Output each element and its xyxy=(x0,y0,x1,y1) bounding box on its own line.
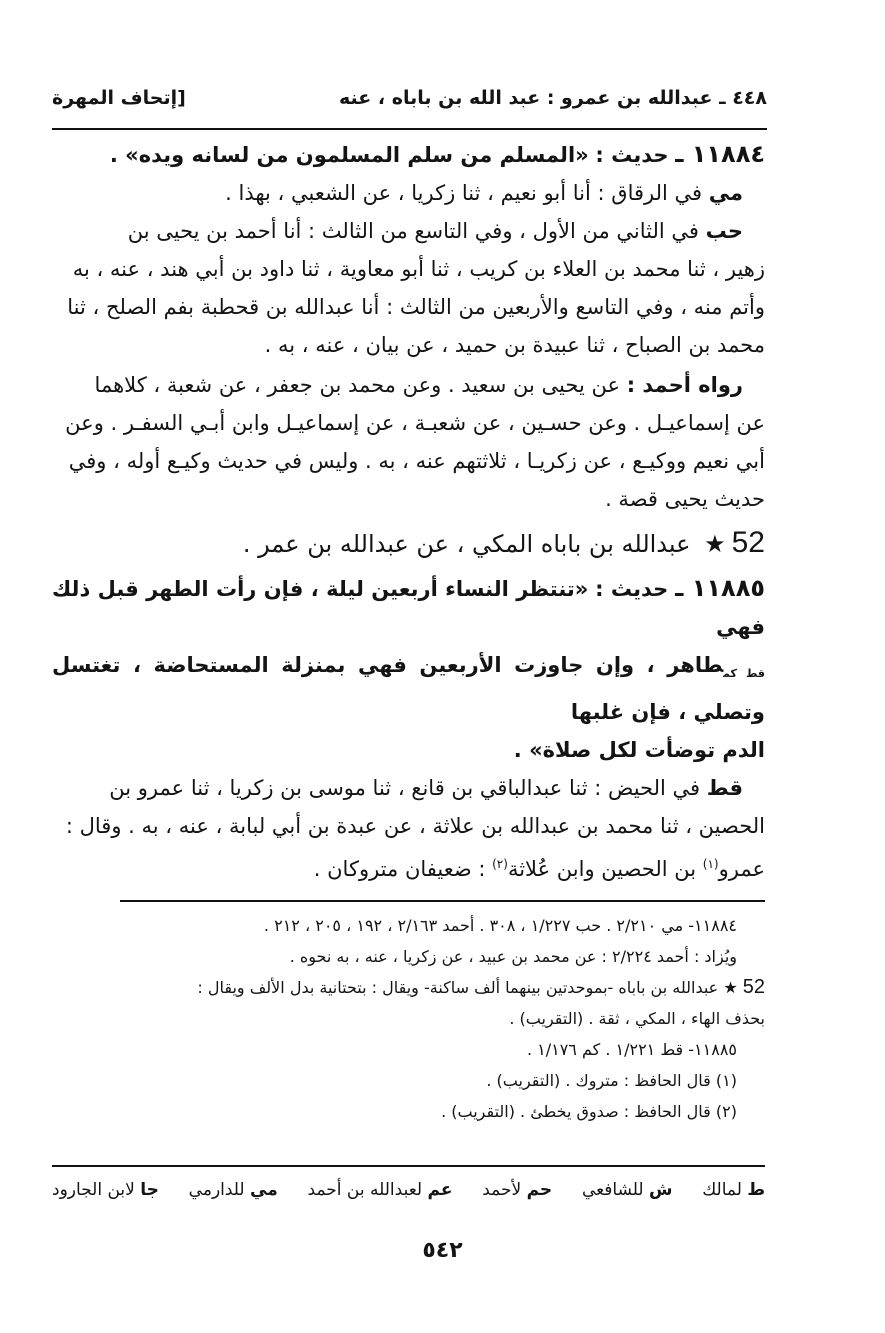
ahmad-narration xyxy=(52,366,765,404)
source-line-last xyxy=(52,845,765,888)
legend-label: لابن الجارود xyxy=(52,1180,135,1200)
legend-item xyxy=(582,1180,673,1200)
footnote-2: (٢) قال الحافظ : صدوق يخطئ . (التقريب) . xyxy=(441,1102,737,1121)
hadith-label: حديث : xyxy=(595,577,669,601)
footnote-11884: ١١٨٨٤- مي ٢/٢١٠ . حب ١/٢٢٧ ، ٣٠٨ . أحمد ٢/١٦٣ ، ١٩٢ ، ٢٠٥ ، ٢١٢ . xyxy=(263,916,737,935)
legend-rule xyxy=(52,1165,765,1167)
source-darimi xyxy=(52,174,765,212)
footnote-ref-1[interactable]: (١) xyxy=(702,857,719,872)
header-rule xyxy=(52,128,767,130)
legend-code: عم xyxy=(427,1180,453,1200)
narration-lead: رواه أحمد : xyxy=(626,373,743,397)
legend-item xyxy=(482,1180,552,1200)
source-line: في الحيض : ثنا عبدالباقي بن قانع ، ثنا موسى بن زكريا ، ثنا عمرو بن xyxy=(109,776,701,801)
hadith-text: طاهر ، وإن جاوزت الأربعين فهي بمنزلة المستحاضة ، تغتسل وتصلي ، فإن غلبها xyxy=(52,653,765,725)
header-book-title: [إتحاف المهرة xyxy=(52,87,186,109)
hadith-text-line: «تنتظر النساء أربعين ليلة ، فإن رأت الطهر قبل ذلك فهي xyxy=(52,577,765,639)
hadith-text-line xyxy=(52,646,765,731)
main-text xyxy=(52,135,765,888)
legend-label: للشافعي xyxy=(581,1180,644,1200)
narration-line: عن إسماعيـل . وعن حسـين ، عن شعبـة ، عن إسماعيـل وابن أبـي السفـر . وعن xyxy=(65,411,765,435)
footnotes xyxy=(58,910,765,1127)
source-ibn-hibban xyxy=(52,212,765,250)
entry-number: 52 xyxy=(731,526,765,559)
source-note: قط كم xyxy=(723,667,765,681)
footnote-ref-2[interactable]: (٢) xyxy=(492,857,508,872)
legend-code: ش xyxy=(649,1180,673,1200)
legend-item xyxy=(308,1180,453,1200)
text-fragment: بن الحصين وابن عُلاثة xyxy=(507,857,703,882)
hadith-text: «المسلم من سلم المسلمون من لسانه ويده» . xyxy=(109,143,589,167)
source-line: محمد بن الصباح ، ثنا عبيدة بن حميد ، عن بيان ، عنه ، به . xyxy=(264,333,765,357)
header-chapter-title: ٤٤٨ ـ عبدالله بن عمرو : عبد الله بن باباه ، عنه xyxy=(339,87,767,109)
legend-item xyxy=(52,1180,159,1200)
source-line: الحصين ، ثنا محمد بن عبدالله بن علاثة ، عن عبدة بن أبي لبابة ، عنه ، به . وقال : xyxy=(65,814,765,839)
source-line: زهير ، ثنا محمد بن العلاء بن كريب ، ثنا أبو معاوية ، ثنا داود بن أبي هند ، عنه ، به xyxy=(72,257,765,281)
hadith-11884 xyxy=(52,135,765,174)
legend-item xyxy=(189,1180,278,1200)
narration-line: حديث يحيى قصة . xyxy=(605,487,765,511)
footnote-52 xyxy=(58,972,765,1003)
legend-code: حم xyxy=(526,1180,553,1200)
source-code: مي xyxy=(708,181,743,205)
source-code: حب xyxy=(705,219,743,243)
legend-label: لعبدالله بن أحمد xyxy=(307,1180,423,1200)
legend-code: ط xyxy=(747,1180,765,1200)
page-number: ٥٤٢ xyxy=(422,1238,463,1263)
hadith-number: ١١٨٨٥ ـ xyxy=(675,574,765,602)
source-line: وأتم منه ، وفي التاسع والأربعين من الثالث : أنا عبدالله بن قحطبة بفم الصلح ، ثنا xyxy=(67,295,765,319)
source-line: في الثاني من الأول ، وفي التاسع من الثالث : أنا أحمد بن يحيى بن xyxy=(127,219,699,243)
source-daraqutni xyxy=(52,769,765,807)
narration-line: أبي نعيم ووكيـع ، عن زكريـا ، ثلاثتهم عنه ، به . وليس في حديث وكيـع أوله ، وفي xyxy=(68,449,765,473)
footnote-11885: ١١٨٨٥- قط ١/٢٢١ . كم ١/١٧٦ . xyxy=(526,1040,737,1059)
footnote-entry-number: 52 xyxy=(742,976,765,998)
legend-code: جا xyxy=(140,1180,159,1200)
legend-code: مي xyxy=(250,1180,278,1200)
text-fragment: عمرو xyxy=(718,857,765,882)
entry-title: عبدالله بن باباه المكي ، عن عبدالله بن عمر . xyxy=(242,530,691,558)
source-text: في الرقاق : أنا أبو نعيم ، ثنا زكريا ، عن الشعبي ، بهذا . xyxy=(225,181,703,205)
legend-item xyxy=(702,1180,765,1200)
footnote-rule xyxy=(120,900,765,902)
footnote-text: بحذف الهاء ، المكي ، ثقة . (التقريب) . xyxy=(509,1009,765,1028)
star-icon: ★ xyxy=(704,530,726,558)
narrator-entry-52 xyxy=(52,524,765,563)
footnote-text: عبدالله بن باباه -بموحدتين بينهما ألف ساكنة- ويقال : بتحتانية بدل الألف ويقال : xyxy=(197,978,719,997)
hadith-11885 xyxy=(52,569,765,646)
narration-line: عن يحيى بن سعيد . وعن محمد بن جعفر ، عن شعبة ، كلاهما xyxy=(94,373,620,397)
source-code: قط xyxy=(706,776,743,801)
hadith-text-line: الدم توضأت لكل صلاة» . xyxy=(513,738,765,763)
legend-label: لمالك xyxy=(702,1180,742,1200)
legend-label: لأحمد xyxy=(482,1180,522,1200)
text-fragment: : ضعيفان متروكان . xyxy=(313,857,493,882)
star-icon: ★ xyxy=(723,978,738,997)
legend-label: للدارمي xyxy=(188,1180,245,1200)
hadith-number: ١١٨٨٤ ـ xyxy=(675,140,765,168)
footnote-1: (١) قال الحافظ : متروك . (التقريب) . xyxy=(486,1071,737,1090)
hadith-label: حديث : xyxy=(595,143,669,167)
abbreviation-legend xyxy=(52,1180,765,1200)
running-header xyxy=(52,78,767,118)
footnote-additional: ويُزاد : أحمد ٢/٢٢٤ : عن محمد بن عبيد ، عن زكريا ، عنه ، به نحوه . xyxy=(289,947,737,966)
